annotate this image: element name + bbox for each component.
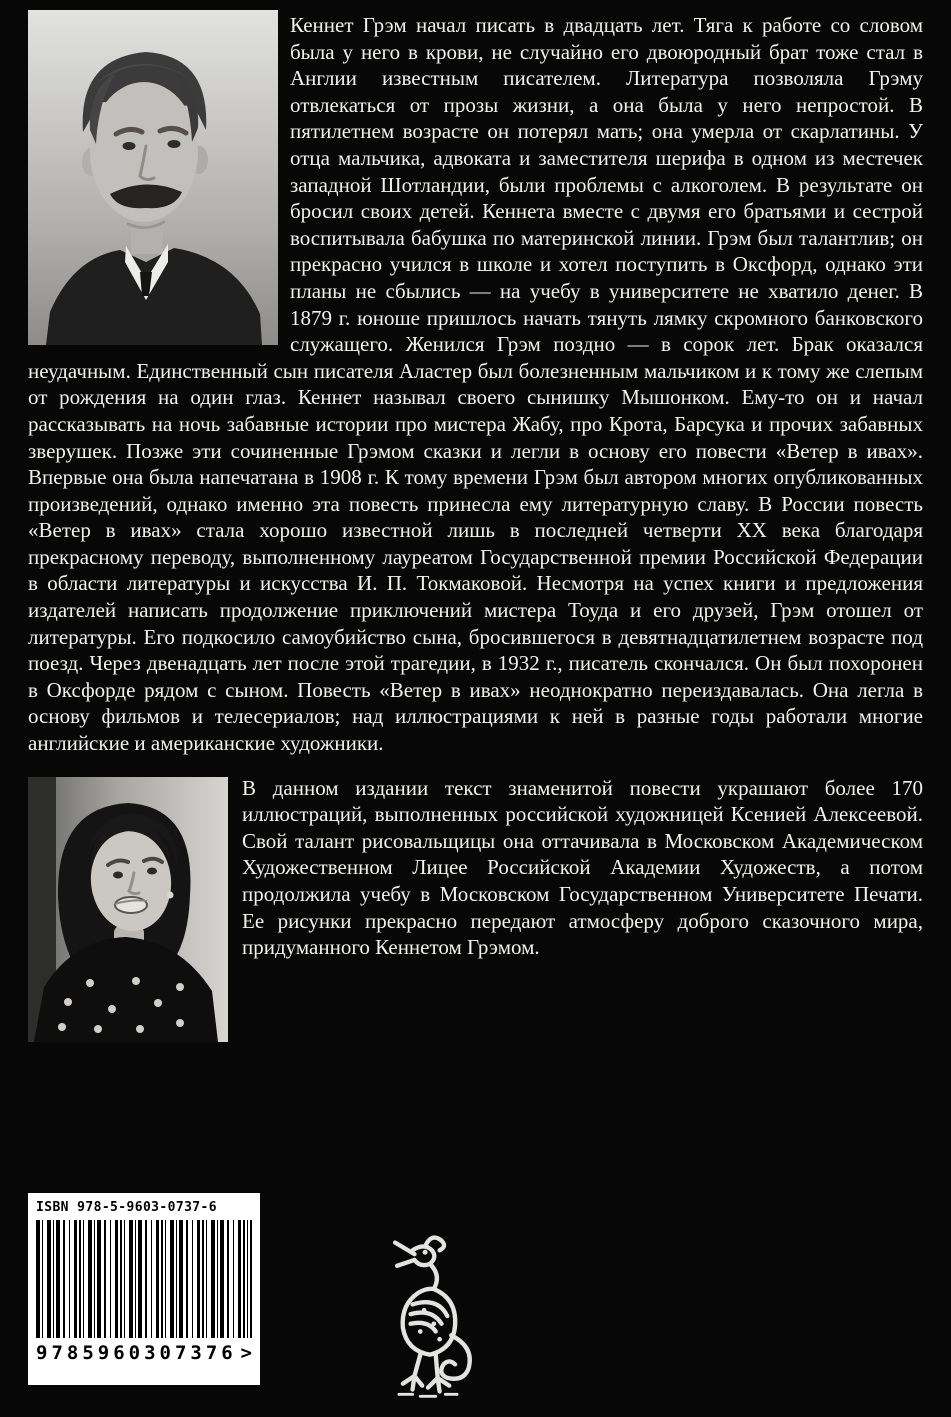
barcode-bars [36,1220,252,1338]
author-bio-text: Кеннет Грэм начал писать в двадцать лет. Тяга к работе со словом была у него в крови, не случайно его двоюродный брат тоже стал в Англии известным писателем. Литература позволяла Грэму отвлекаться от прозы жизни, а она была у него непростой. В пятилетнем возрасте он потерял мать; она умерла от скарлатины. У отца мальчика, адвоката и заместителя шерифа в одном из местечек западной Шотландии, были проблемы с алкоголем. В результате он бросил своих детей. Кеннета вместе с двумя его братьями и сестрой воспитывала бабушка по материнской линии. Грэм был талантлив; он прекрасно учился в школе и хотел поступить в Оксфорд, однако эти планы не сбылись — на учебу в университете не хватило денег. В 1879 г. юноше пришлось начать тянуть лямку скромного банковского служащего. Женился Грэм поздно — в сорок лет. Брак оказался неудачным. Единственный сын писателя Аластер был болезненным мальчиком и к тому же слепым от рождения на один глаз. Кеннет называл своего сынишку Мышонком. Ему-то он и начал рассказывать на ночь забавные истории про мистера Жабу, про Крота, Барсука и прочих забавных зверушек. Позже эти сочиненные Грэмом сказки и легли в основу его повести «Ветер в ивах». Впервые она была напечатана в 1908 г. К тому времени Грэм был автором многих опубликованных произведений, однако именно эта повесть принесла ему литературную славу. В России повесть «Ветер в ивах» стала хорошо известной лишь в последней четверти XX века благодаря прекрасному переводу, выполненному лауреатом Государственной премии Российской Федерации в области литературы и искусства И. П. Токмаковой. Несмотря на успех книги и предложения издателей написать продолжение приключений мистера Тоуда и его друзей, Грэм отошел от литературы. Его подкосило самоубийство сына, бросившегося в девятнадцатилетнем возрасте под поезд. Через двенадцать лет после этой трагедии, в 1932 г., писатель скончался. Он был похоронен в Оксфорде рядом с сыном. Повесть «Ветер в ивах» неоднократно переиздавалась. Она легла в основу фильмов и телесериалов; над иллюстрациями к ней в разные годы работали многие английские и американские художники. [28,13,923,756]
author-photo [28,10,278,345]
dragon-emblem-graphic [370,1232,486,1402]
dragon-emblem-icon [370,1232,486,1402]
barcode-quiet-zone-indicator: > [240,1342,252,1364]
isbn-barcode [28,1193,260,1385]
isbn-label: ISBN 978-5-9603-0737-6 [36,1200,217,1215]
author-portrait-graphic [28,10,278,345]
edition-note-text: В данном издании текст знаменитой повести украшают более 170 иллюстраций, выполненных российской художницей Ксенией Алексеевой. Свой талант рисовальщицы она оттачивала в Московском Академическом Художественном Лицее Российской Академии Художеств, а потом продолжила учебу в Московском Государственном Университете Печати. Ее рисунки прекрасно передают атмосферу доброго сказочного мира, придуманного Кеннетом Грэмом. [242,775,923,960]
edition-note-section [0,775,951,1050]
barcode-digits-row [36,1342,252,1364]
illustrator-portrait-graphic [28,777,228,1042]
illustrator-photo [28,777,228,1042]
barcode-digits: 9785960307376 [36,1342,237,1364]
